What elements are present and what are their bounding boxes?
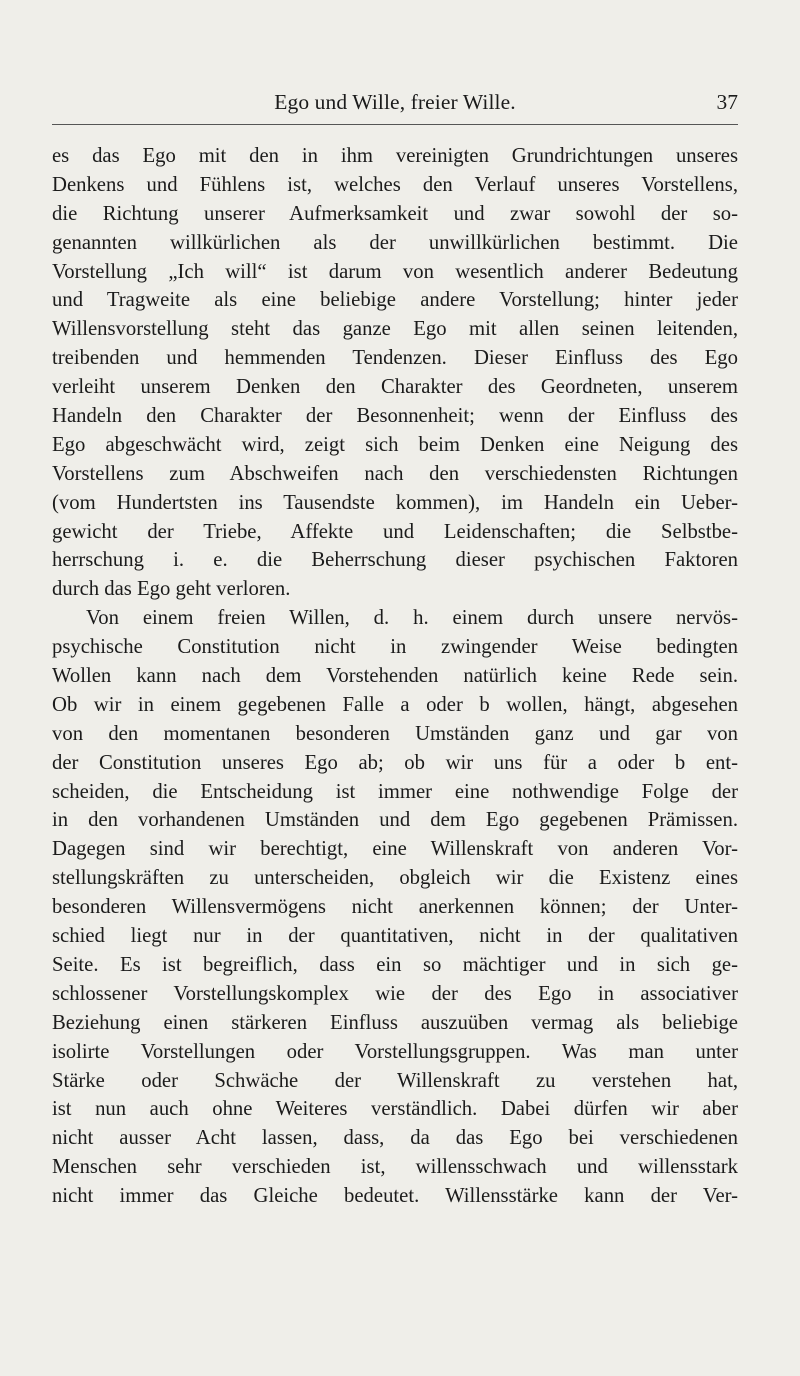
text-line: von den momentanen besonderen Umständen ganz und gar von	[52, 722, 738, 745]
text-line: schlossener Vorstellungskomplex wie der des Ego in associativer	[52, 982, 738, 1005]
text-line: und Tragweite als eine beliebige andere Vorstellung; hinter jeder	[52, 289, 738, 312]
text-line: stellungskräften zu unterscheiden, obgleich wir die Existenz eines	[52, 867, 738, 890]
text-line: treibenden und hemmenden Tendenzen. Dieser Einfluss des Ego	[52, 347, 738, 370]
running-title: Ego und Wille, freier Wille.	[274, 90, 516, 114]
text-line: (vom Hundertsten ins Tausendste kommen), im Handeln ein Ueber-	[52, 491, 738, 514]
text-line: besonderen Willensvermögens nicht anerkennen können; der Unter-	[52, 896, 738, 919]
text-line: Vorstellung „Ich will“ ist darum von wesentlich anderer Bedeutung	[52, 260, 738, 283]
text-line: genannten willkürlichen als der unwillkürlichen bestimmt. Die	[52, 231, 738, 254]
text-line: Ob wir in einem gegebenen Falle a oder b wollen, hängt, abgesehen	[52, 693, 738, 716]
text-line: Stärke oder Schwäche der Willenskraft zu verstehen hat,	[52, 1069, 738, 1092]
text-line: es das Ego mit den in ihm vereinigten Grundrichtungen unseres	[52, 145, 738, 167]
text-line: Ego abgeschwächt wird, zeigt sich beim Denken eine Neigung des	[52, 433, 738, 456]
running-head	[52, 90, 738, 120]
text-line: Willensvorstellung steht das ganze Ego mit allen seinen leitenden,	[52, 318, 738, 341]
text-line: schied liegt nur in der quantitativen, nicht in der qualitativen	[52, 925, 738, 948]
text-line: Vorstellens zum Abschweifen nach den verschiedensten Richtungen	[52, 462, 738, 485]
text-line: isolirte Vorstellungen oder Vorstellungsgruppen. Was man unter	[52, 1040, 738, 1063]
text-line: nicht immer das Gleiche bedeutet. Willensstärke kann der Ver-	[52, 1185, 738, 1208]
paragraph-end-line: durch das Ego geht verloren.	[52, 578, 291, 601]
text-line: Seite. Es ist begreiflich, dass ein so mächtiger und in sich ge-	[52, 953, 738, 976]
paragraph-start-line: Von einem freien Willen, d. h. einem durch unsere nervös-	[86, 607, 738, 630]
text-line: Handeln den Charakter der Besonnenheit; wenn der Einfluss des	[52, 405, 738, 428]
text-line: Dagegen sind wir berechtigt, eine Willenskraft von anderen Vor-	[52, 838, 738, 861]
header-rule	[52, 124, 738, 125]
text-line: die Richtung unserer Aufmerksamkeit und zwar sowohl der so-	[52, 202, 738, 225]
page-number: 37	[716, 90, 738, 114]
text-line: der Constitution unseres Ego ab; ob wir uns für a oder b ent-	[52, 751, 738, 774]
text-line: gewicht der Triebe, Affekte und Leidenschaften; die Selbstbe-	[52, 520, 738, 543]
text-line: Beziehung einen stärkeren Einfluss auszuüben vermag als beliebige	[52, 1011, 738, 1034]
body-text	[52, 142, 738, 1211]
text-line: ist nun auch ohne Weiteres verständlich. Dabei dürfen wir aber	[52, 1098, 738, 1121]
text-line: Menschen sehr verschieden ist, willensschwach und willensstark	[52, 1156, 738, 1179]
text-line: nicht ausser Acht lassen, dass, da das Ego bei verschiedenen	[52, 1127, 738, 1150]
text-line: Denkens und Fühlens ist, welches den Verlauf unseres Vorstellens,	[52, 173, 738, 196]
text-line: herrschung i. e. die Beherrschung dieser psychischen Faktoren	[52, 549, 738, 572]
text-line: psychische Constitution nicht in zwingender Weise bedingten	[52, 636, 738, 659]
text-line: Wollen kann nach dem Vorstehenden natürlich keine Rede sein.	[52, 665, 738, 688]
text-line: scheiden, die Entscheidung ist immer eine nothwendige Folge der	[52, 780, 738, 803]
text-line: verleiht unserem Denken den Charakter des Geordneten, unserem	[52, 376, 738, 399]
text-line: in den vorhandenen Umständen und dem Ego gegebenen Prämissen.	[52, 809, 738, 832]
